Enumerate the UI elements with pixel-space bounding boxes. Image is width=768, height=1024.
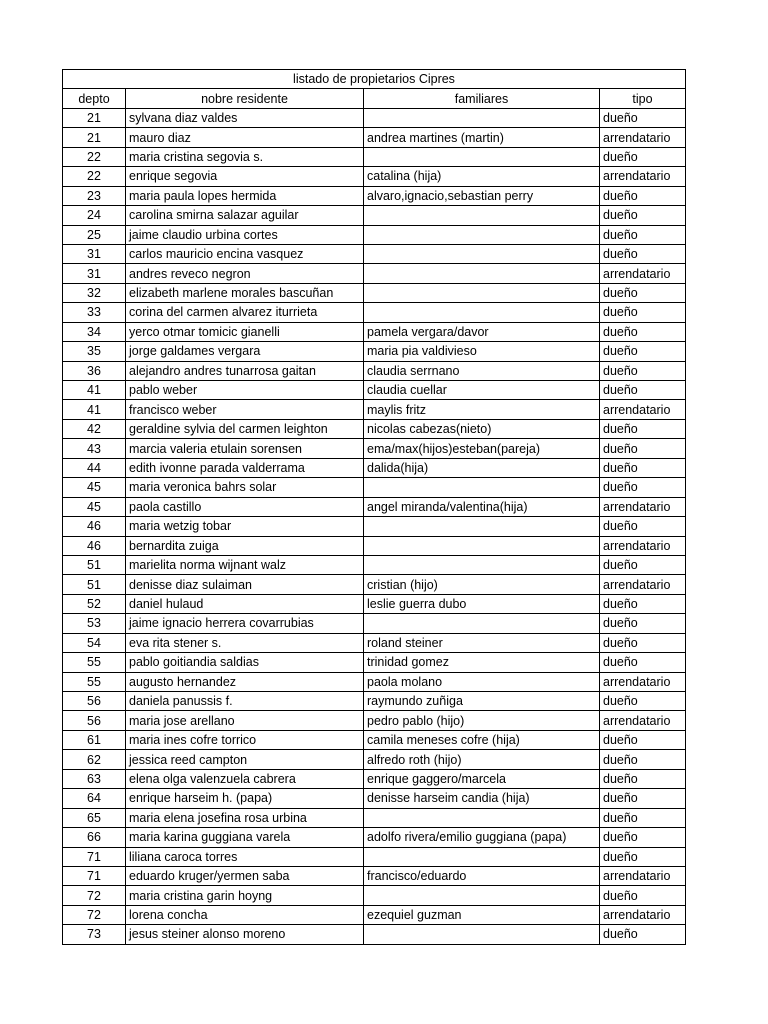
cell-nombre: eva rita stener s. — [126, 633, 364, 652]
propietarios-table — [62, 69, 686, 945]
table-row — [63, 128, 686, 147]
cell-nombre: daniel hulaud — [126, 594, 364, 613]
table-row — [63, 575, 686, 594]
cell-tipo: dueño — [600, 303, 686, 322]
cell-familiares: alfredo roth (hijo) — [364, 750, 600, 769]
table-row — [63, 517, 686, 536]
table-head — [63, 70, 686, 109]
cell-tipo: dueño — [600, 283, 686, 302]
cell-depto: 33 — [63, 303, 126, 322]
table-row — [63, 497, 686, 516]
table-row — [63, 283, 686, 302]
cell-tipo: dueño — [600, 633, 686, 652]
table-row — [63, 750, 686, 769]
cell-familiares: maria pia valdivieso — [364, 342, 600, 361]
table-row — [63, 108, 686, 127]
cell-familiares: enrique gaggero/marcela — [364, 769, 600, 788]
cell-tipo: arrendatario — [600, 905, 686, 924]
cell-tipo: dueño — [600, 692, 686, 711]
cell-depto: 62 — [63, 750, 126, 769]
cell-tipo: arrendatario — [600, 672, 686, 691]
cell-depto: 31 — [63, 264, 126, 283]
cell-familiares: francisco/eduardo — [364, 866, 600, 885]
cell-depto: 32 — [63, 283, 126, 302]
cell-familiares: angel miranda/valentina(hija) — [364, 497, 600, 516]
cell-tipo: dueño — [600, 808, 686, 827]
cell-nombre: carolina smirna salazar aguilar — [126, 206, 364, 225]
cell-depto: 45 — [63, 497, 126, 516]
cell-tipo: dueño — [600, 322, 686, 341]
cell-nombre: andres reveco negron — [126, 264, 364, 283]
cell-tipo: dueño — [600, 517, 686, 536]
cell-nombre: paola castillo — [126, 497, 364, 516]
cell-depto: 46 — [63, 517, 126, 536]
cell-depto: 71 — [63, 866, 126, 885]
cell-familiares — [364, 147, 600, 166]
cell-nombre: corina del carmen alvarez iturrieta — [126, 303, 364, 322]
cell-depto: 61 — [63, 730, 126, 749]
table-row — [63, 167, 686, 186]
cell-familiares — [364, 517, 600, 536]
cell-tipo: dueño — [600, 653, 686, 672]
cell-nombre: elizabeth marlene morales bascuñan — [126, 283, 364, 302]
cell-nombre: jaime ignacio herrera covarrubias — [126, 614, 364, 633]
table-row — [63, 672, 686, 691]
table-row — [63, 206, 686, 225]
cell-nombre: sylvana diaz valdes — [126, 108, 364, 127]
table-row — [63, 400, 686, 419]
cell-familiares: claudia serrnano — [364, 361, 600, 380]
cell-tipo: dueño — [600, 206, 686, 225]
cell-depto: 23 — [63, 186, 126, 205]
cell-nombre: maria jose arellano — [126, 711, 364, 730]
table-row — [63, 361, 686, 380]
table-row — [63, 789, 686, 808]
cell-familiares — [364, 283, 600, 302]
cell-familiares: alvaro,ignacio,sebastian perry — [364, 186, 600, 205]
cell-nombre: maria wetzig tobar — [126, 517, 364, 536]
cell-familiares — [364, 847, 600, 866]
table-row — [63, 730, 686, 749]
cell-depto: 36 — [63, 361, 126, 380]
cell-familiares: denisse harseim candia (hija) — [364, 789, 600, 808]
cell-depto: 56 — [63, 711, 126, 730]
cell-depto: 46 — [63, 536, 126, 555]
table-row — [63, 147, 686, 166]
header-tipo: tipo — [600, 89, 686, 108]
table-row — [63, 828, 686, 847]
cell-depto: 21 — [63, 128, 126, 147]
cell-tipo: dueño — [600, 886, 686, 905]
table-row — [63, 264, 686, 283]
cell-nombre: jorge galdames vergara — [126, 342, 364, 361]
table-body — [63, 108, 686, 944]
cell-depto: 55 — [63, 653, 126, 672]
cell-familiares — [364, 264, 600, 283]
table-row — [63, 419, 686, 438]
cell-nombre: jessica reed campton — [126, 750, 364, 769]
cell-tipo: dueño — [600, 361, 686, 380]
cell-tipo: dueño — [600, 925, 686, 944]
cell-depto: 56 — [63, 692, 126, 711]
cell-tipo: dueño — [600, 108, 686, 127]
cell-depto: 24 — [63, 206, 126, 225]
cell-depto: 42 — [63, 419, 126, 438]
table-row — [63, 692, 686, 711]
cell-tipo: dueño — [600, 847, 686, 866]
cell-nombre: pablo weber — [126, 381, 364, 400]
header-familiares: familiares — [364, 89, 600, 108]
cell-depto: 73 — [63, 925, 126, 944]
cell-depto: 72 — [63, 886, 126, 905]
header-nombre: nobre residente — [126, 89, 364, 108]
cell-tipo: dueño — [600, 186, 686, 205]
cell-tipo: arrendatario — [600, 128, 686, 147]
header-depto: depto — [63, 89, 126, 108]
cell-familiares: trinidad gomez — [364, 653, 600, 672]
table-row — [63, 711, 686, 730]
cell-nombre: bernardita zuiga — [126, 536, 364, 555]
cell-nombre: lorena concha — [126, 905, 364, 924]
table-row — [63, 186, 686, 205]
cell-tipo: arrendatario — [600, 264, 686, 283]
table-row — [63, 225, 686, 244]
cell-nombre: francisco weber — [126, 400, 364, 419]
cell-familiares — [364, 108, 600, 127]
cell-depto: 71 — [63, 847, 126, 866]
cell-nombre: elena olga valenzuela cabrera — [126, 769, 364, 788]
table-row — [63, 303, 686, 322]
cell-depto: 53 — [63, 614, 126, 633]
cell-tipo: dueño — [600, 225, 686, 244]
cell-familiares: pamela vergara/davor — [364, 322, 600, 341]
cell-nombre: maria cristina garin hoyng — [126, 886, 364, 905]
cell-tipo: arrendatario — [600, 400, 686, 419]
cell-familiares — [364, 225, 600, 244]
cell-nombre: edith ivonne parada valderrama — [126, 458, 364, 477]
cell-familiares — [364, 925, 600, 944]
cell-tipo: dueño — [600, 789, 686, 808]
cell-familiares — [364, 886, 600, 905]
cell-depto: 34 — [63, 322, 126, 341]
table-row — [63, 381, 686, 400]
table-row — [63, 886, 686, 905]
cell-familiares — [364, 244, 600, 263]
cell-tipo: dueño — [600, 555, 686, 574]
cell-depto: 65 — [63, 808, 126, 827]
cell-tipo: dueño — [600, 730, 686, 749]
table-row — [63, 633, 686, 652]
cell-nombre: eduardo kruger/yermen saba — [126, 866, 364, 885]
cell-familiares: ezequiel guzman — [364, 905, 600, 924]
cell-familiares — [364, 478, 600, 497]
cell-familiares: adolfo rivera/emilio guggiana (papa) — [364, 828, 600, 847]
cell-tipo: dueño — [600, 769, 686, 788]
cell-tipo: dueño — [600, 147, 686, 166]
cell-nombre: maria cristina segovia s. — [126, 147, 364, 166]
cell-familiares: cristian (hijo) — [364, 575, 600, 594]
table-row — [63, 536, 686, 555]
cell-depto: 41 — [63, 400, 126, 419]
table-row — [63, 342, 686, 361]
cell-depto: 66 — [63, 828, 126, 847]
cell-tipo: arrendatario — [600, 575, 686, 594]
cell-depto: 21 — [63, 108, 126, 127]
cell-familiares: maylis fritz — [364, 400, 600, 419]
cell-depto: 64 — [63, 789, 126, 808]
cell-nombre: daniela panussis f. — [126, 692, 364, 711]
cell-nombre: maria paula lopes hermida — [126, 186, 364, 205]
cell-nombre: marielita norma wijnant walz — [126, 555, 364, 574]
cell-tipo: dueño — [600, 750, 686, 769]
cell-tipo: dueño — [600, 439, 686, 458]
cell-depto: 72 — [63, 905, 126, 924]
cell-tipo: arrendatario — [600, 167, 686, 186]
table-row — [63, 653, 686, 672]
table-row — [63, 594, 686, 613]
cell-familiares: paola molano — [364, 672, 600, 691]
table-row — [63, 925, 686, 944]
cell-nombre: jesus steiner alonso moreno — [126, 925, 364, 944]
table-row — [63, 808, 686, 827]
cell-tipo: arrendatario — [600, 497, 686, 516]
table-title: listado de propietarios Cipres — [63, 70, 686, 89]
table-row — [63, 478, 686, 497]
cell-familiares: pedro pablo (hijo) — [364, 711, 600, 730]
cell-tipo: arrendatario — [600, 536, 686, 555]
cell-familiares — [364, 303, 600, 322]
cell-nombre: maria karina guggiana varela — [126, 828, 364, 847]
cell-depto: 22 — [63, 147, 126, 166]
header-row — [63, 89, 686, 108]
table-row — [63, 555, 686, 574]
cell-nombre: enrique harseim h. (papa) — [126, 789, 364, 808]
cell-depto: 44 — [63, 458, 126, 477]
cell-nombre: carlos mauricio encina vasquez — [126, 244, 364, 263]
cell-depto: 63 — [63, 769, 126, 788]
cell-tipo: dueño — [600, 381, 686, 400]
table-row — [63, 614, 686, 633]
cell-nombre: geraldine sylvia del carmen leighton — [126, 419, 364, 438]
cell-tipo: dueño — [600, 614, 686, 633]
cell-depto: 43 — [63, 439, 126, 458]
cell-tipo: dueño — [600, 828, 686, 847]
cell-tipo: arrendatario — [600, 711, 686, 730]
cell-familiares: ema/max(hijos)esteban(pareja) — [364, 439, 600, 458]
cell-familiares — [364, 614, 600, 633]
cell-nombre: enrique segovia — [126, 167, 364, 186]
cell-familiares: catalina (hija) — [364, 167, 600, 186]
cell-tipo: arrendatario — [600, 866, 686, 885]
table-row — [63, 244, 686, 263]
cell-tipo: dueño — [600, 478, 686, 497]
cell-nombre: yerco otmar tomicic gianelli — [126, 322, 364, 341]
cell-depto: 25 — [63, 225, 126, 244]
cell-familiares: camila meneses cofre (hija) — [364, 730, 600, 749]
cell-nombre: maria elena josefina rosa urbina — [126, 808, 364, 827]
cell-familiares — [364, 808, 600, 827]
cell-tipo: dueño — [600, 342, 686, 361]
cell-depto: 54 — [63, 633, 126, 652]
cell-depto: 52 — [63, 594, 126, 613]
cell-depto: 45 — [63, 478, 126, 497]
cell-nombre: augusto hernandez — [126, 672, 364, 691]
title-row — [63, 70, 686, 89]
cell-nombre: denisse diaz sulaiman — [126, 575, 364, 594]
cell-nombre: jaime claudio urbina cortes — [126, 225, 364, 244]
cell-familiares: claudia cuellar — [364, 381, 600, 400]
cell-familiares: andrea martines (martin) — [364, 128, 600, 147]
cell-depto: 51 — [63, 555, 126, 574]
cell-depto: 35 — [63, 342, 126, 361]
cell-familiares: nicolas cabezas(nieto) — [364, 419, 600, 438]
cell-depto: 31 — [63, 244, 126, 263]
cell-nombre: maria veronica bahrs solar — [126, 478, 364, 497]
cell-nombre: alejandro andres tunarrosa gaitan — [126, 361, 364, 380]
table-row — [63, 905, 686, 924]
cell-depto: 41 — [63, 381, 126, 400]
cell-familiares: dalida(hija) — [364, 458, 600, 477]
table-row — [63, 322, 686, 341]
cell-tipo: dueño — [600, 594, 686, 613]
cell-depto: 55 — [63, 672, 126, 691]
cell-familiares — [364, 206, 600, 225]
cell-nombre: maria ines cofre torrico — [126, 730, 364, 749]
cell-nombre: liliana caroca torres — [126, 847, 364, 866]
cell-nombre: marcia valeria etulain sorensen — [126, 439, 364, 458]
cell-depto: 51 — [63, 575, 126, 594]
cell-tipo: dueño — [600, 244, 686, 263]
cell-familiares — [364, 536, 600, 555]
cell-familiares — [364, 555, 600, 574]
table-row — [63, 439, 686, 458]
cell-depto: 22 — [63, 167, 126, 186]
cell-tipo: dueño — [600, 458, 686, 477]
cell-familiares: roland steiner — [364, 633, 600, 652]
cell-tipo: dueño — [600, 419, 686, 438]
cell-familiares: raymundo zuñiga — [364, 692, 600, 711]
table-row — [63, 866, 686, 885]
table-row — [63, 769, 686, 788]
cell-nombre: mauro diaz — [126, 128, 364, 147]
cell-nombre: pablo goitiandia saldias — [126, 653, 364, 672]
cell-familiares: leslie guerra dubo — [364, 594, 600, 613]
table-row — [63, 458, 686, 477]
table-row — [63, 847, 686, 866]
